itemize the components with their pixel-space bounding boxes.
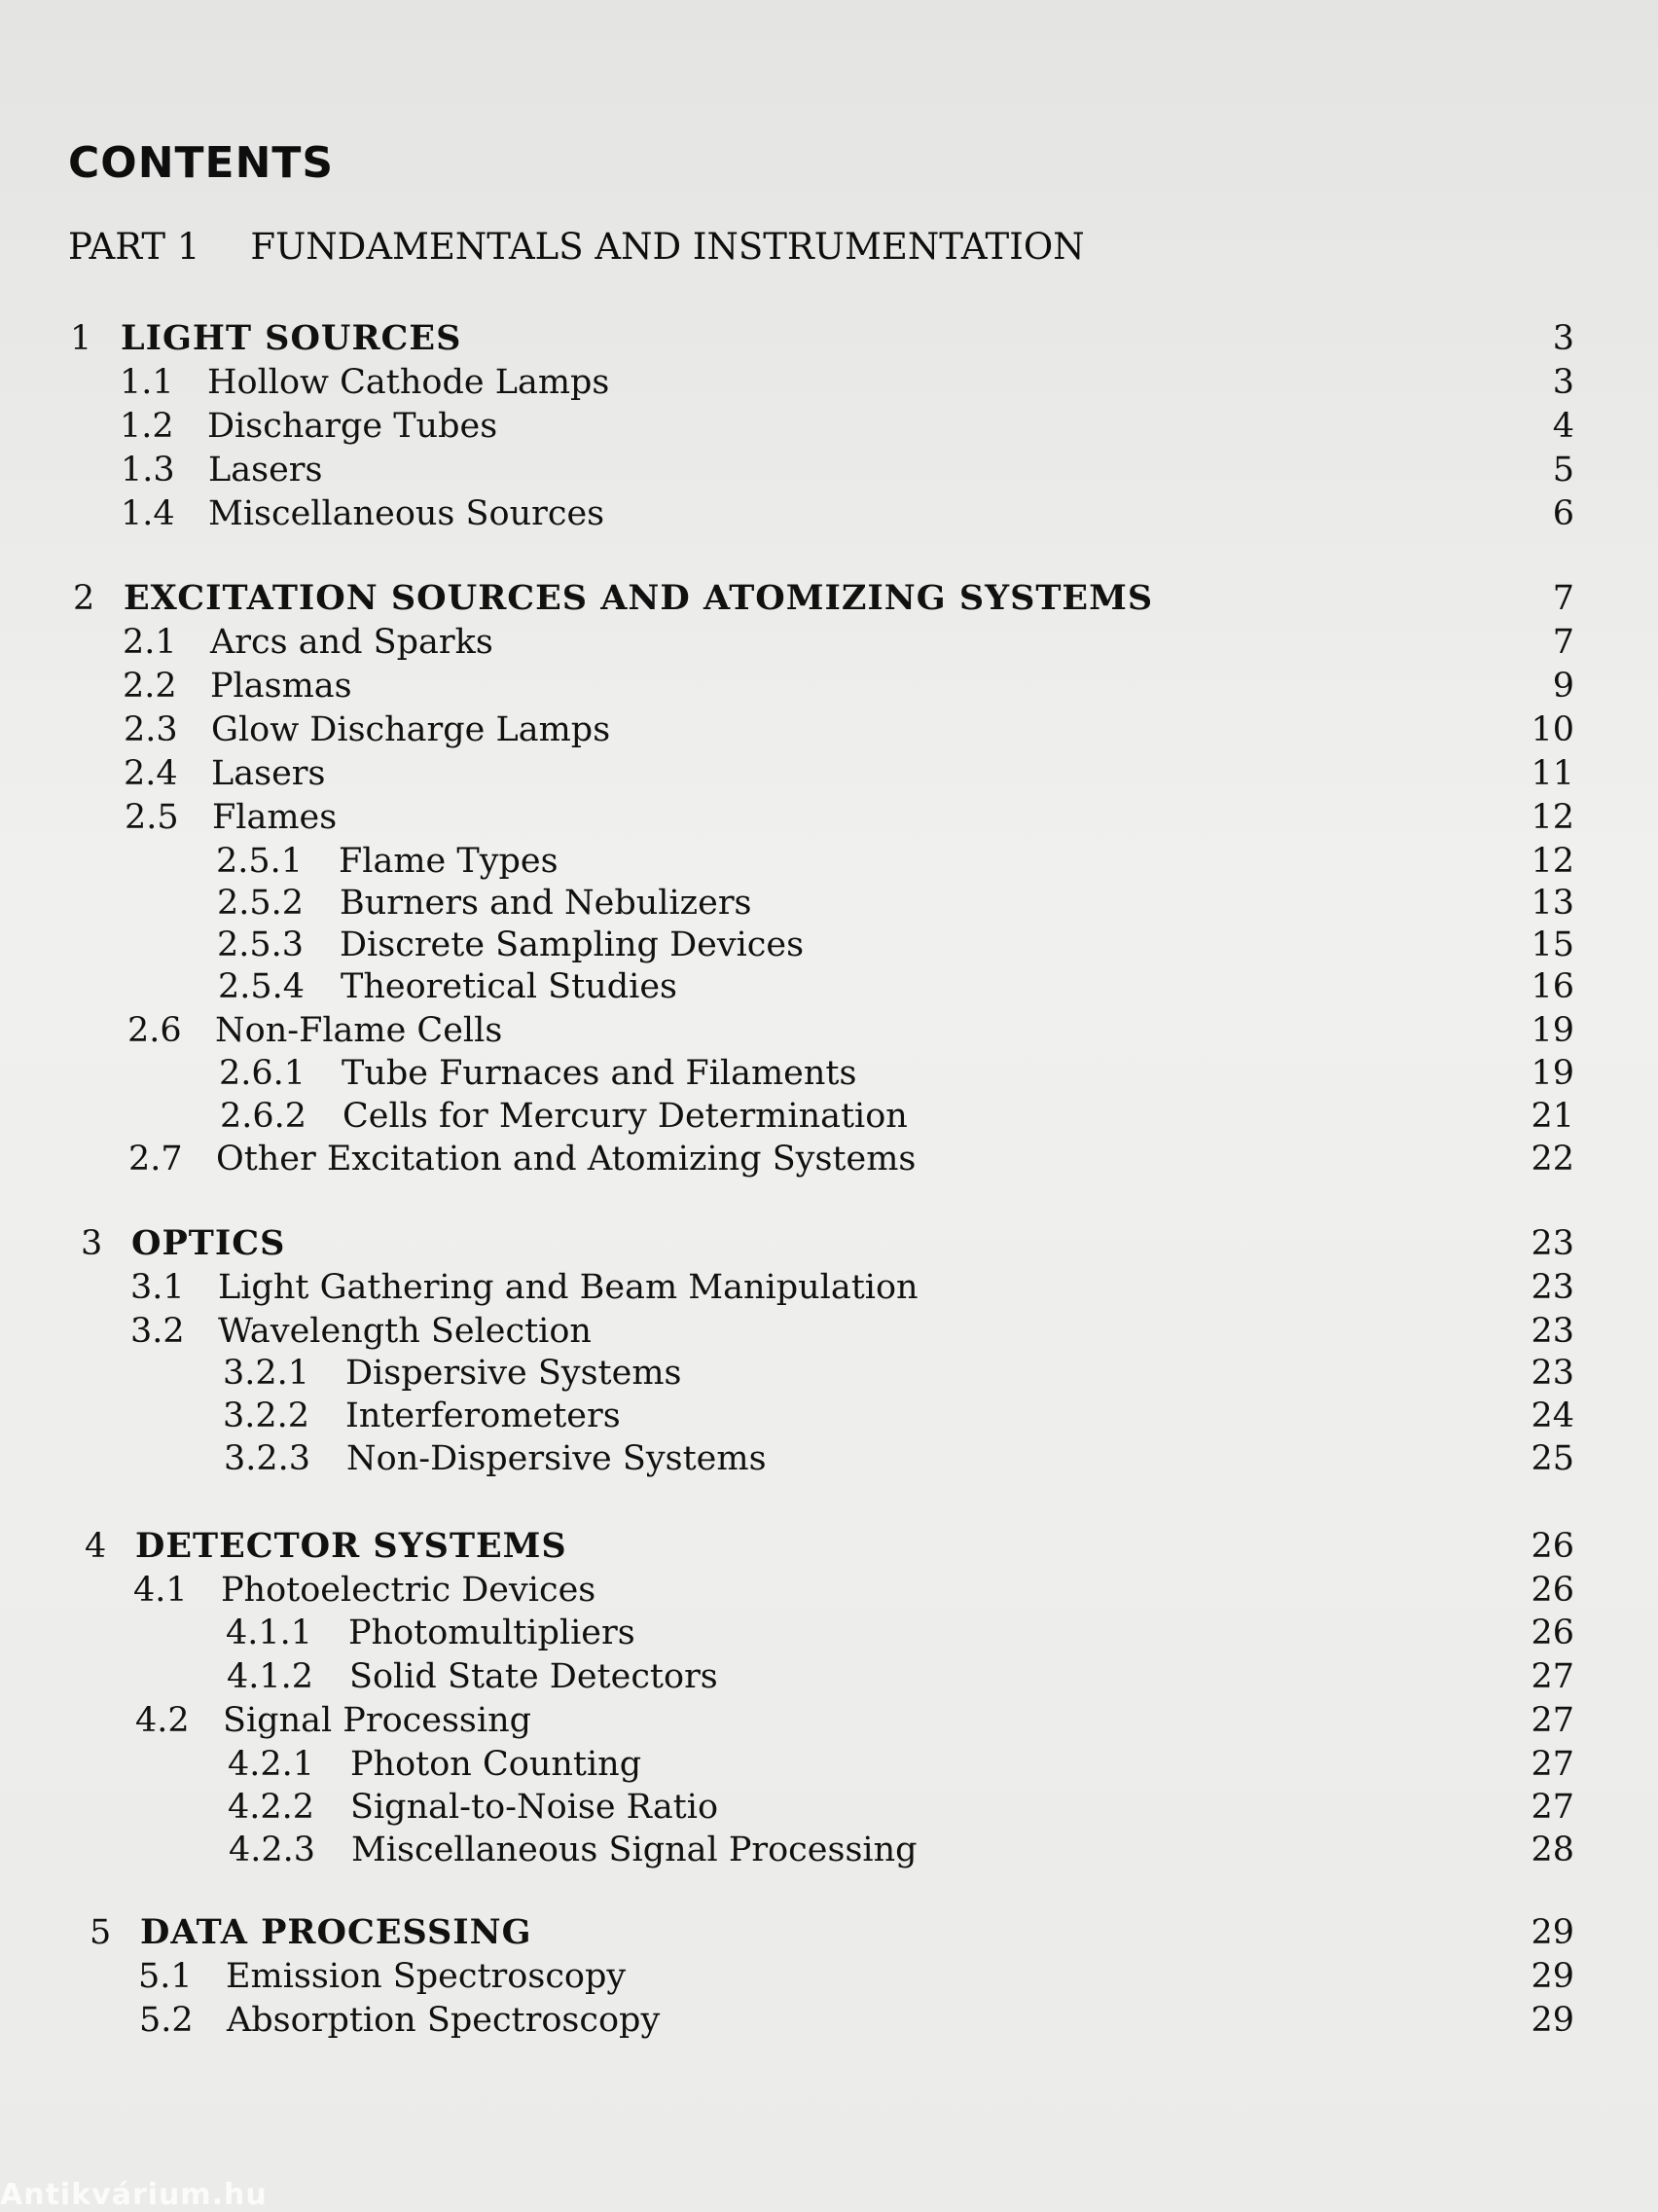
entry-number: 1.4: [121, 494, 175, 533]
toc-chapter: [0, 316, 1658, 361]
part-title: FUNDAMENTALS AND INSTRUMENTATION: [250, 226, 1085, 268]
entry-title: Solid State Detectors: [349, 1657, 718, 1696]
entry-page-number: 7: [1552, 579, 1574, 618]
entry-title: EXCITATION SOURCES AND ATOMIZING SYSTEMS: [124, 578, 1154, 618]
entry-number: 1.3: [121, 451, 175, 490]
entry-page-number: 11: [1531, 754, 1574, 793]
toc-section: [0, 1309, 1658, 1354]
entry-number: 2.7: [128, 1140, 183, 1179]
entry-page-number: 29: [1531, 2001, 1574, 2040]
entry-number: 3.2: [130, 1312, 185, 1351]
entry-number: 5.1: [138, 1957, 193, 1996]
toc-chapter: [0, 1221, 1658, 1266]
toc-section: [0, 620, 1658, 665]
entry-page-number: 28: [1531, 1831, 1574, 1869]
entry-title: OPTICS: [131, 1223, 286, 1263]
toc-subsection: [0, 1654, 1658, 1699]
toc-section: [0, 1568, 1658, 1613]
toc-subsection: [0, 839, 1658, 884]
entry-number: 2.4: [124, 754, 178, 793]
toc-subsection: [0, 1351, 1658, 1396]
toc-chapter: [0, 576, 1658, 621]
entry-number: 3.1: [130, 1268, 185, 1307]
entry-title: Discrete Sampling Devices: [340, 925, 805, 964]
entry-title: Lasers: [208, 451, 323, 490]
entry-page-number: 23: [1531, 1354, 1574, 1393]
entry-page-number: 27: [1531, 1788, 1574, 1827]
entry-title: Non-Flame Cells: [215, 1011, 503, 1050]
part-label: PART 1: [68, 226, 200, 268]
toc-section: [0, 1265, 1658, 1310]
entry-title: Absorption Spectroscopy: [227, 2001, 661, 2040]
entry-number: 2.3: [124, 710, 178, 749]
entry-page-number: 4: [1552, 407, 1574, 446]
toc-subsection: [0, 1094, 1658, 1139]
entry-title: Glow Discharge Lamps: [211, 710, 611, 749]
entry-page-number: 23: [1531, 1224, 1574, 1263]
entry-page-number: 5: [1552, 451, 1574, 490]
entry-page-number: 12: [1531, 798, 1574, 837]
entry-title: Flame Types: [339, 842, 559, 881]
toc-section: [0, 448, 1658, 492]
entry-title: Wavelength Selection: [218, 1312, 592, 1351]
entry-page-number: 19: [1531, 1054, 1574, 1093]
toc-subsection: [0, 923, 1658, 967]
watermark: Antikvárium.hu: [0, 2178, 268, 2212]
entry-title: Miscellaneous Signal Processing: [351, 1831, 918, 1869]
entry-number: 2.5.3: [217, 925, 305, 964]
entry-page-number: 27: [1531, 1745, 1574, 1784]
toc-section: [0, 1008, 1658, 1053]
toc-subsection: [0, 1785, 1658, 1830]
entry-title: Signal Processing: [223, 1701, 532, 1740]
entry-page-number: 6: [1552, 494, 1574, 533]
entry-title: Hollow Cathode Lamps: [207, 363, 610, 402]
entry-number: 2: [73, 579, 95, 618]
entry-page-number: 27: [1531, 1657, 1574, 1696]
entry-title: Signal-to-Noise Ratio: [350, 1788, 719, 1827]
toc-section: [0, 795, 1658, 840]
entry-title: Plasmas: [210, 667, 352, 706]
entry-page-number: 7: [1552, 623, 1574, 662]
entry-number: 4.1: [133, 1571, 188, 1610]
toc-section: [0, 664, 1658, 708]
toc-section: [0, 1954, 1658, 1999]
entry-title: Light Gathering and Beam Manipulation: [218, 1268, 919, 1307]
entry-title: LIGHT SOURCES: [121, 318, 462, 358]
entry-page-number: 23: [1531, 1312, 1574, 1351]
entry-number: 3.2.1: [223, 1354, 310, 1393]
entry-number: 4.1.1: [226, 1614, 313, 1652]
entry-number: 2.6.2: [220, 1097, 307, 1136]
entry-page-number: 12: [1531, 842, 1574, 881]
entry-number: 4.2.3: [229, 1831, 316, 1869]
entry-page-number: 24: [1531, 1396, 1574, 1435]
entry-page-number: 19: [1531, 1011, 1574, 1050]
entry-title: Lasers: [211, 754, 326, 793]
toc-subsection: [0, 964, 1658, 1009]
entry-number: 2.2: [123, 667, 177, 706]
entry-number: 5: [90, 1913, 112, 1952]
toc-section: [0, 1698, 1658, 1743]
toc-section: [0, 491, 1658, 536]
entry-page-number: 3: [1552, 319, 1574, 358]
entry-title: DETECTOR SYSTEMS: [135, 1526, 567, 1566]
entry-page-number: 21: [1531, 1097, 1574, 1136]
toc-subsection: [0, 881, 1658, 925]
entry-title: Miscellaneous Sources: [208, 494, 605, 533]
entry-number: 4.2.1: [228, 1745, 315, 1784]
entry-title: Arcs and Sparks: [210, 623, 493, 662]
entry-number: 4.2: [135, 1701, 190, 1740]
entry-number: 2.5.2: [217, 884, 305, 923]
entry-number: 2.6.1: [219, 1054, 306, 1093]
entry-page-number: 27: [1531, 1701, 1574, 1740]
entry-page-number: 15: [1531, 925, 1574, 964]
entry-number: 1.2: [120, 407, 174, 446]
toc-section: [0, 404, 1658, 449]
entry-title: DATA PROCESSING: [140, 1912, 532, 1952]
entry-number: 4.1.2: [227, 1657, 314, 1696]
entry-number: 5.2: [139, 2001, 194, 2040]
entry-number: 3.2.2: [223, 1396, 310, 1435]
entry-title: Emission Spectroscopy: [226, 1957, 627, 1996]
entry-title: Flames: [212, 798, 338, 837]
toc-section: [0, 1137, 1658, 1181]
entry-number: 2.5.1: [216, 842, 304, 881]
entry-page-number: 29: [1531, 1913, 1574, 1952]
entry-title: Discharge Tubes: [207, 407, 498, 446]
toc-section: [0, 1998, 1658, 2043]
toc-section: [0, 707, 1658, 752]
toc-section: [0, 751, 1658, 796]
entry-title: Cells for Mercury Determination: [342, 1097, 908, 1136]
toc-subsection: [0, 1611, 1658, 1655]
entry-page-number: 26: [1531, 1527, 1574, 1566]
toc-subsection: [0, 1394, 1658, 1438]
entry-page-number: 13: [1531, 884, 1574, 923]
entry-title: Non-Dispersive Systems: [346, 1439, 767, 1478]
entry-number: 3.2.3: [224, 1439, 311, 1478]
entry-title: Interferometers: [345, 1396, 621, 1435]
entry-title: Burners and Nebulizers: [340, 884, 752, 923]
entry-title: Photon Counting: [350, 1745, 642, 1784]
entry-page-number: 25: [1531, 1439, 1574, 1478]
toc-subsection: [0, 1051, 1658, 1096]
entry-title: Photoelectric Devices: [221, 1571, 596, 1610]
entry-title: Tube Furnaces and Filaments: [342, 1054, 857, 1093]
entry-title: Dispersive Systems: [345, 1354, 682, 1393]
entry-page-number: 3: [1552, 363, 1574, 402]
entry-page-number: 16: [1531, 967, 1574, 1006]
toc-subsection: [0, 1742, 1658, 1787]
entry-page-number: 9: [1552, 667, 1574, 706]
entry-page-number: 23: [1531, 1268, 1574, 1307]
entry-number: 2.5: [125, 798, 179, 837]
entry-number: 2.5.4: [218, 967, 306, 1006]
entry-number: 3: [81, 1224, 103, 1263]
entry-page-number: 29: [1531, 1957, 1574, 1996]
toc-chapter: [0, 1524, 1658, 1569]
entry-page-number: 22: [1531, 1140, 1574, 1179]
toc-section: [0, 360, 1658, 405]
entry-page-number: 10: [1531, 710, 1574, 749]
entry-number: 2.6: [127, 1011, 182, 1050]
entry-page-number: 26: [1531, 1614, 1574, 1652]
toc-subsection: [0, 1436, 1658, 1481]
entry-number: 1.1: [120, 363, 174, 402]
contents-heading: CONTENTS: [68, 138, 335, 188]
entry-number: 1: [70, 319, 92, 358]
entry-number: 2.1: [123, 623, 177, 662]
toc-subsection: [0, 1828, 1658, 1872]
toc-chapter: [0, 1910, 1658, 1955]
entry-number: 4.2.2: [228, 1788, 315, 1827]
entry-title: Photomultipliers: [348, 1614, 635, 1652]
entry-number: 4: [85, 1527, 107, 1566]
entry-title: Other Excitation and Atomizing Systems: [216, 1140, 917, 1179]
entry-page-number: 26: [1531, 1571, 1574, 1610]
entry-title: Theoretical Studies: [341, 967, 678, 1006]
